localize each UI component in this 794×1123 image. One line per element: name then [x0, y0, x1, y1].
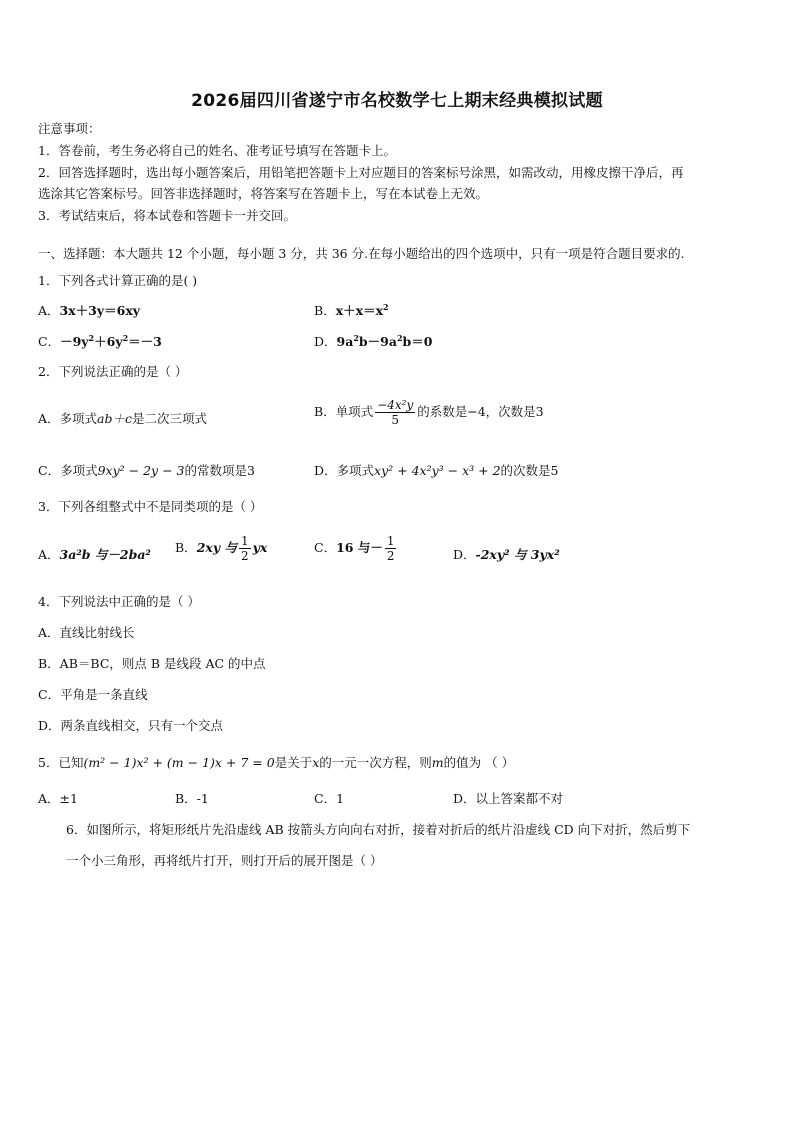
stem-text: 是关于: [274, 755, 313, 770]
q3-option-b: [175, 534, 267, 563]
q5-stem: [38, 755, 514, 771]
q1-option-d: [314, 334, 432, 350]
numerator: −4x²y: [377, 398, 414, 412]
q4-option-b: B．AB＝BC，则点 B 是线段 AC 的中点: [38, 656, 266, 671]
q1-stem: 1．下列各式计算正确的是( ): [38, 273, 198, 288]
option-label: A．: [38, 303, 60, 318]
notice-heading: 注意事项：: [38, 121, 101, 136]
stem-text: 5．已知: [38, 755, 84, 770]
exponent: 2: [122, 333, 129, 343]
math-expression: ab＋c: [97, 411, 133, 426]
exponent: 2: [353, 333, 359, 343]
fraction: [385, 534, 397, 563]
q5-option-d: D．以上答案都不对: [453, 791, 564, 806]
math-variable: m: [431, 755, 444, 770]
q1-option-a: [38, 303, 140, 319]
option-label: A．: [38, 411, 60, 426]
q1-option-b: [314, 303, 389, 319]
option-text: 多项式: [60, 463, 98, 478]
page-title: 2026届四川省遂宁市名校数学七上期末经典模拟试题: [191, 91, 603, 111]
option-text: 3x＋3y＝6xy: [59, 303, 141, 318]
option-text: 16 与－: [336, 540, 383, 555]
q3-option-c: [314, 534, 398, 563]
q2-option-b: [314, 398, 544, 427]
q2-stem: 2．下列说法正确的是（ ）: [38, 364, 188, 379]
option-label: A．: [38, 547, 60, 562]
option-text: 单项式: [335, 404, 374, 419]
option-text: b－9a: [358, 334, 397, 349]
stem-text: 的一元一次方程，则: [319, 755, 432, 770]
math-expression: xy² + 4x²y³ − x³ + 2: [374, 463, 501, 478]
exponent: 2: [396, 333, 403, 343]
option-label: B．: [314, 303, 336, 318]
option-text: 的次数是5: [500, 463, 559, 478]
option-text: 是二次三项式: [132, 411, 208, 426]
math-expression: 9xy² − 2y − 3: [97, 463, 185, 478]
q5-option-a: A．±1: [38, 791, 78, 806]
stem-text: 的值为 （ ）: [443, 755, 515, 770]
option-text: yx: [252, 540, 268, 555]
math-variable: x: [312, 755, 320, 770]
option-label: D．: [314, 334, 337, 349]
option-label: C．: [38, 463, 61, 478]
notice-item-3: 3．考试结束后，将本试卷和答题卡一并交回。: [38, 208, 296, 223]
q4-option-d: D．两条直线相交，只有一个交点: [38, 718, 224, 733]
option-text: 多项式: [336, 463, 375, 478]
option-text: 2xy 与: [196, 540, 237, 555]
option-text: ＝－3: [128, 334, 162, 349]
exponent: 2: [383, 302, 389, 312]
option-text: -2xy² 与 3yx²: [475, 547, 560, 562]
notice-item-2: 2．回答选择题时，选出每小题答案后，用铅笔把答题卡上对应题目的答案标号涂黑，如需改动，用橡皮擦干净后，再: [38, 165, 684, 180]
option-text: 的常数项是3: [184, 463, 255, 478]
option-text: ＋6y: [94, 334, 123, 349]
option-text: 3a²b 与－2ba²: [59, 547, 151, 562]
q2-option-a: [38, 411, 207, 427]
q3-stem: 3．下列各组整式中不是同类项的是（ ）: [38, 499, 263, 514]
notice-item-1: 1．答卷前，考生务必将自己的姓名、准考证号填写在答题卡上。: [38, 143, 396, 158]
option-label: C．: [38, 334, 61, 349]
q4-option-c: C．平角是一条直线: [38, 687, 148, 702]
option-label: B．: [314, 404, 336, 419]
option-text: 9a: [336, 334, 354, 349]
q2-option-d: [314, 463, 558, 479]
q4-option-a: A．直线比射线长: [38, 625, 135, 640]
denominator: 2: [240, 549, 249, 563]
option-label: D．: [453, 547, 476, 562]
q3-option-a: [38, 547, 151, 563]
numerator: 1: [386, 534, 395, 548]
q4-stem: 4．下列说法中正确的是（ ）: [38, 594, 200, 609]
section-heading: 一、选择题：本大题共 12 个小题，每小题 3 分，共 36 分.在每小题给出的四个选项中，只有一项是符合题目要求的.: [38, 246, 685, 261]
option-text: 的系数是−4，次数是3: [417, 404, 544, 419]
denominator: 2: [386, 549, 395, 563]
q2-option-c: [38, 463, 255, 479]
option-label: B．: [175, 540, 197, 555]
numerator: 1: [240, 534, 249, 548]
option-text: b＝0: [402, 334, 433, 349]
q1-option-c: [38, 334, 162, 350]
option-text: 多项式: [59, 411, 98, 426]
fraction: [239, 534, 251, 563]
q6-stem-line-1: 6．如图所示，将矩形纸片先沿虚线 AB 按箭头方向向右对折，接着对折后的纸片沿虚线 CD 向下对折，然后剪下: [66, 822, 691, 837]
math-expression: (m² − 1)x² + (m − 1)x + 7 = 0: [83, 755, 275, 770]
q5-option-c: C．1: [314, 791, 345, 806]
option-text: －9y: [60, 334, 89, 349]
option-label: D．: [314, 463, 337, 478]
denominator: 5: [391, 413, 400, 427]
q5-option-b: B．-1: [175, 791, 209, 806]
notice-item-2-cont: 选涂其它答案标号。回答非选择题时，将答案写在答题卡上，写在本试卷上无效。: [38, 186, 489, 201]
option-label: C．: [314, 540, 337, 555]
q3-option-d: [453, 547, 560, 563]
exponent: 2: [88, 333, 95, 343]
option-text: x＋x＝x: [335, 303, 384, 318]
q6-stem-line-2: 一个小三角形，再将纸片打开，则打开后的展开图是（ ）: [66, 853, 383, 868]
fraction: [375, 398, 415, 427]
